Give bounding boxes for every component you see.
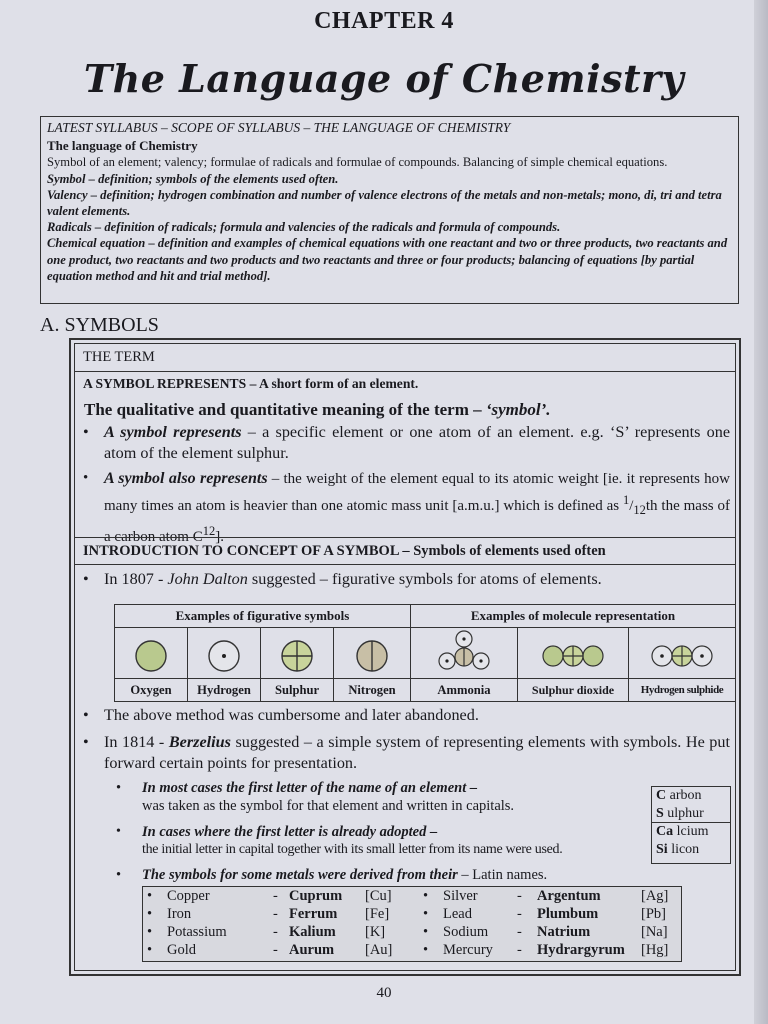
- sulphur-dioxide-molecule: [518, 628, 629, 679]
- list-item: • In 1807 - John Dalton suggested – figurative symbols for atoms of elements.: [76, 569, 730, 590]
- list-item: • A symbol also represents – the weight of the element equal to its atomic weight [ie. it represents how many times an atom is heavier than one atomic mass unit [a.m.u.] which is defined as $^1/_{12}th$ the mass of a carbon atom $C^{12}$].: [76, 468, 730, 548]
- element-label: Nitrogen: [334, 679, 411, 702]
- example-row: Ca lcium: [656, 824, 709, 839]
- example-row: S ulphur: [652, 805, 730, 824]
- rule-item: • In most cases the first letter of the name of an element – was taken as the symbol for that element and written in capitals.: [114, 779, 642, 815]
- intro-label: INTRODUCTION TO CONCEPT OF A SYMBOL: [83, 543, 399, 559]
- symbol-examples-box: [651, 786, 731, 864]
- list-item: • A symbol represents – a specific element or one atom of an element. e.g. ‘S’ represents one atom of the element sulphur.: [76, 422, 730, 464]
- fraction-denominator: 12: [633, 503, 646, 517]
- list-item: • The above method was cumbersome and later abandoned.: [76, 705, 730, 726]
- hydrogen-sulphide-molecule: [629, 628, 736, 679]
- rule-lead: The symbols for some metals were derived from their: [142, 867, 458, 883]
- chapter-heading: CHAPTER 4: [314, 8, 454, 34]
- term-row: [74, 344, 736, 371]
- section-heading: A. SYMBOLS: [40, 314, 159, 336]
- fraction-numerator: 1: [622, 493, 630, 507]
- syllabus-line: Symbol – definition; symbols of the elements used often.: [47, 171, 339, 186]
- element-label: Hydrogen: [188, 679, 261, 702]
- term-label: THE TERM: [83, 349, 155, 365]
- table-header: Examples of figurative symbols: [115, 605, 411, 628]
- syllabus-subheading: The language of Chemistry: [47, 138, 198, 154]
- element-label: Oxygen: [115, 679, 188, 702]
- figurative-symbols-table: [114, 604, 736, 702]
- table-row: • Gold - Aurum [Au] • Mercury - Hydrargyrum [Hg]: [147, 942, 669, 958]
- syllabus-line: Radicals – definition of radicals; formula and valencies of the radicals and formula of compounds.: [47, 220, 561, 235]
- example-row: C arbon: [656, 788, 702, 803]
- syllabus-line: Symbol of an element; valency; formulae of radicals and formulae of compounds. Balancing of simple chemical equations.: [47, 155, 668, 170]
- oxygen-symbol: [115, 628, 188, 679]
- element-label: Sulphur: [261, 679, 334, 702]
- hydrogen-sulphide-icon: [646, 634, 718, 674]
- molecule-label: Sulphur dioxide: [518, 679, 629, 702]
- person-name: John Dalton: [167, 570, 248, 588]
- rule-lead: • In most cases the first letter of the name of an element –: [142, 780, 478, 796]
- table-row: • Copper - Cuprum [Cu] • Silver - Argentum [Ag]: [147, 888, 669, 904]
- intro-row: [74, 537, 736, 565]
- nitrogen-symbol: [334, 628, 411, 679]
- list-item: • In 1814 - Berzelius suggested – a simple system of representing elements with symbols. He put forward certain points for presentation.: [76, 732, 730, 774]
- superscript: 12: [202, 524, 216, 538]
- meaning-term: ‘symbol’.: [485, 400, 551, 419]
- rule-item: • In cases where the first letter is already adopted – the initial letter in capital together with its small letter from its name were used.: [114, 823, 662, 859]
- berzelius-block: [76, 705, 730, 774]
- example-row: Si licon: [656, 841, 700, 857]
- chapter-title: The Language of Chemistry: [83, 56, 685, 101]
- page-number: 40: [376, 985, 392, 1001]
- hydrogen-symbol: [188, 628, 261, 679]
- latin-names-table: [142, 886, 682, 962]
- table-row: • Potassium - Kalium [K] • Sodium - Natrium [Na]: [147, 924, 668, 940]
- represents-label: A SYMBOL REPRESENTS: [83, 376, 247, 391]
- syllabus-heading: LATEST SYLLABUS – SCOPE OF SYLLABUS – THE LANGUAGE OF CHEMISTRY: [47, 120, 511, 135]
- sulphur-symbol: [261, 628, 334, 679]
- molecule-label: Hydrogen sulphide: [629, 679, 736, 702]
- ammonia-molecule: [411, 628, 518, 679]
- nitrogen-icon: [352, 634, 392, 674]
- meaning-block: [76, 398, 730, 548]
- represents-text: – A short form of an element.: [246, 376, 419, 391]
- syllabus-line: Chemical equation – definition and examples of chemical equations with one reactant and two or three products, two reactants and one product, two reactants and two products and two reactants and three or four products; balancing of equations [by partial equation method and hit and trial method].: [47, 236, 728, 283]
- rule-item: • The symbols for some metals were derived from their – Latin names.: [114, 866, 662, 884]
- rule-lead: • In cases where the first letter is already adopted –: [142, 824, 438, 840]
- syllabus-box: [40, 116, 739, 304]
- person-name: Berzelius: [168, 733, 231, 751]
- meaning-title: The qualitative and quantitative meaning of the term – ‘symbol’.: [84, 400, 551, 419]
- oxygen-icon: [131, 634, 171, 674]
- dalton-line: [76, 569, 730, 590]
- item-lead: A symbol also represents: [104, 470, 268, 487]
- ammonia-icon: [429, 628, 499, 674]
- hydrogen-icon: [204, 634, 244, 674]
- item-lead: A symbol represents: [104, 423, 242, 441]
- table-header: Examples of molecule representation: [411, 605, 736, 628]
- table-row: • Iron - Ferrum [Fe] • Lead - Plumbum [Pb]: [147, 906, 666, 922]
- sulphur-icon: [277, 634, 317, 674]
- molecule-label: Ammonia: [411, 679, 518, 702]
- syllabus-line: Valency – definition; hydrogen combination and number of valence electrons of the metals and non-metals; mono, di, tri and tetra valent elements.: [47, 187, 722, 219]
- intro-text: – Symbols of elements used often: [398, 543, 606, 559]
- page-edge: [754, 0, 768, 1024]
- represents-row: [74, 371, 736, 397]
- sulphur-dioxide-icon: [537, 634, 609, 674]
